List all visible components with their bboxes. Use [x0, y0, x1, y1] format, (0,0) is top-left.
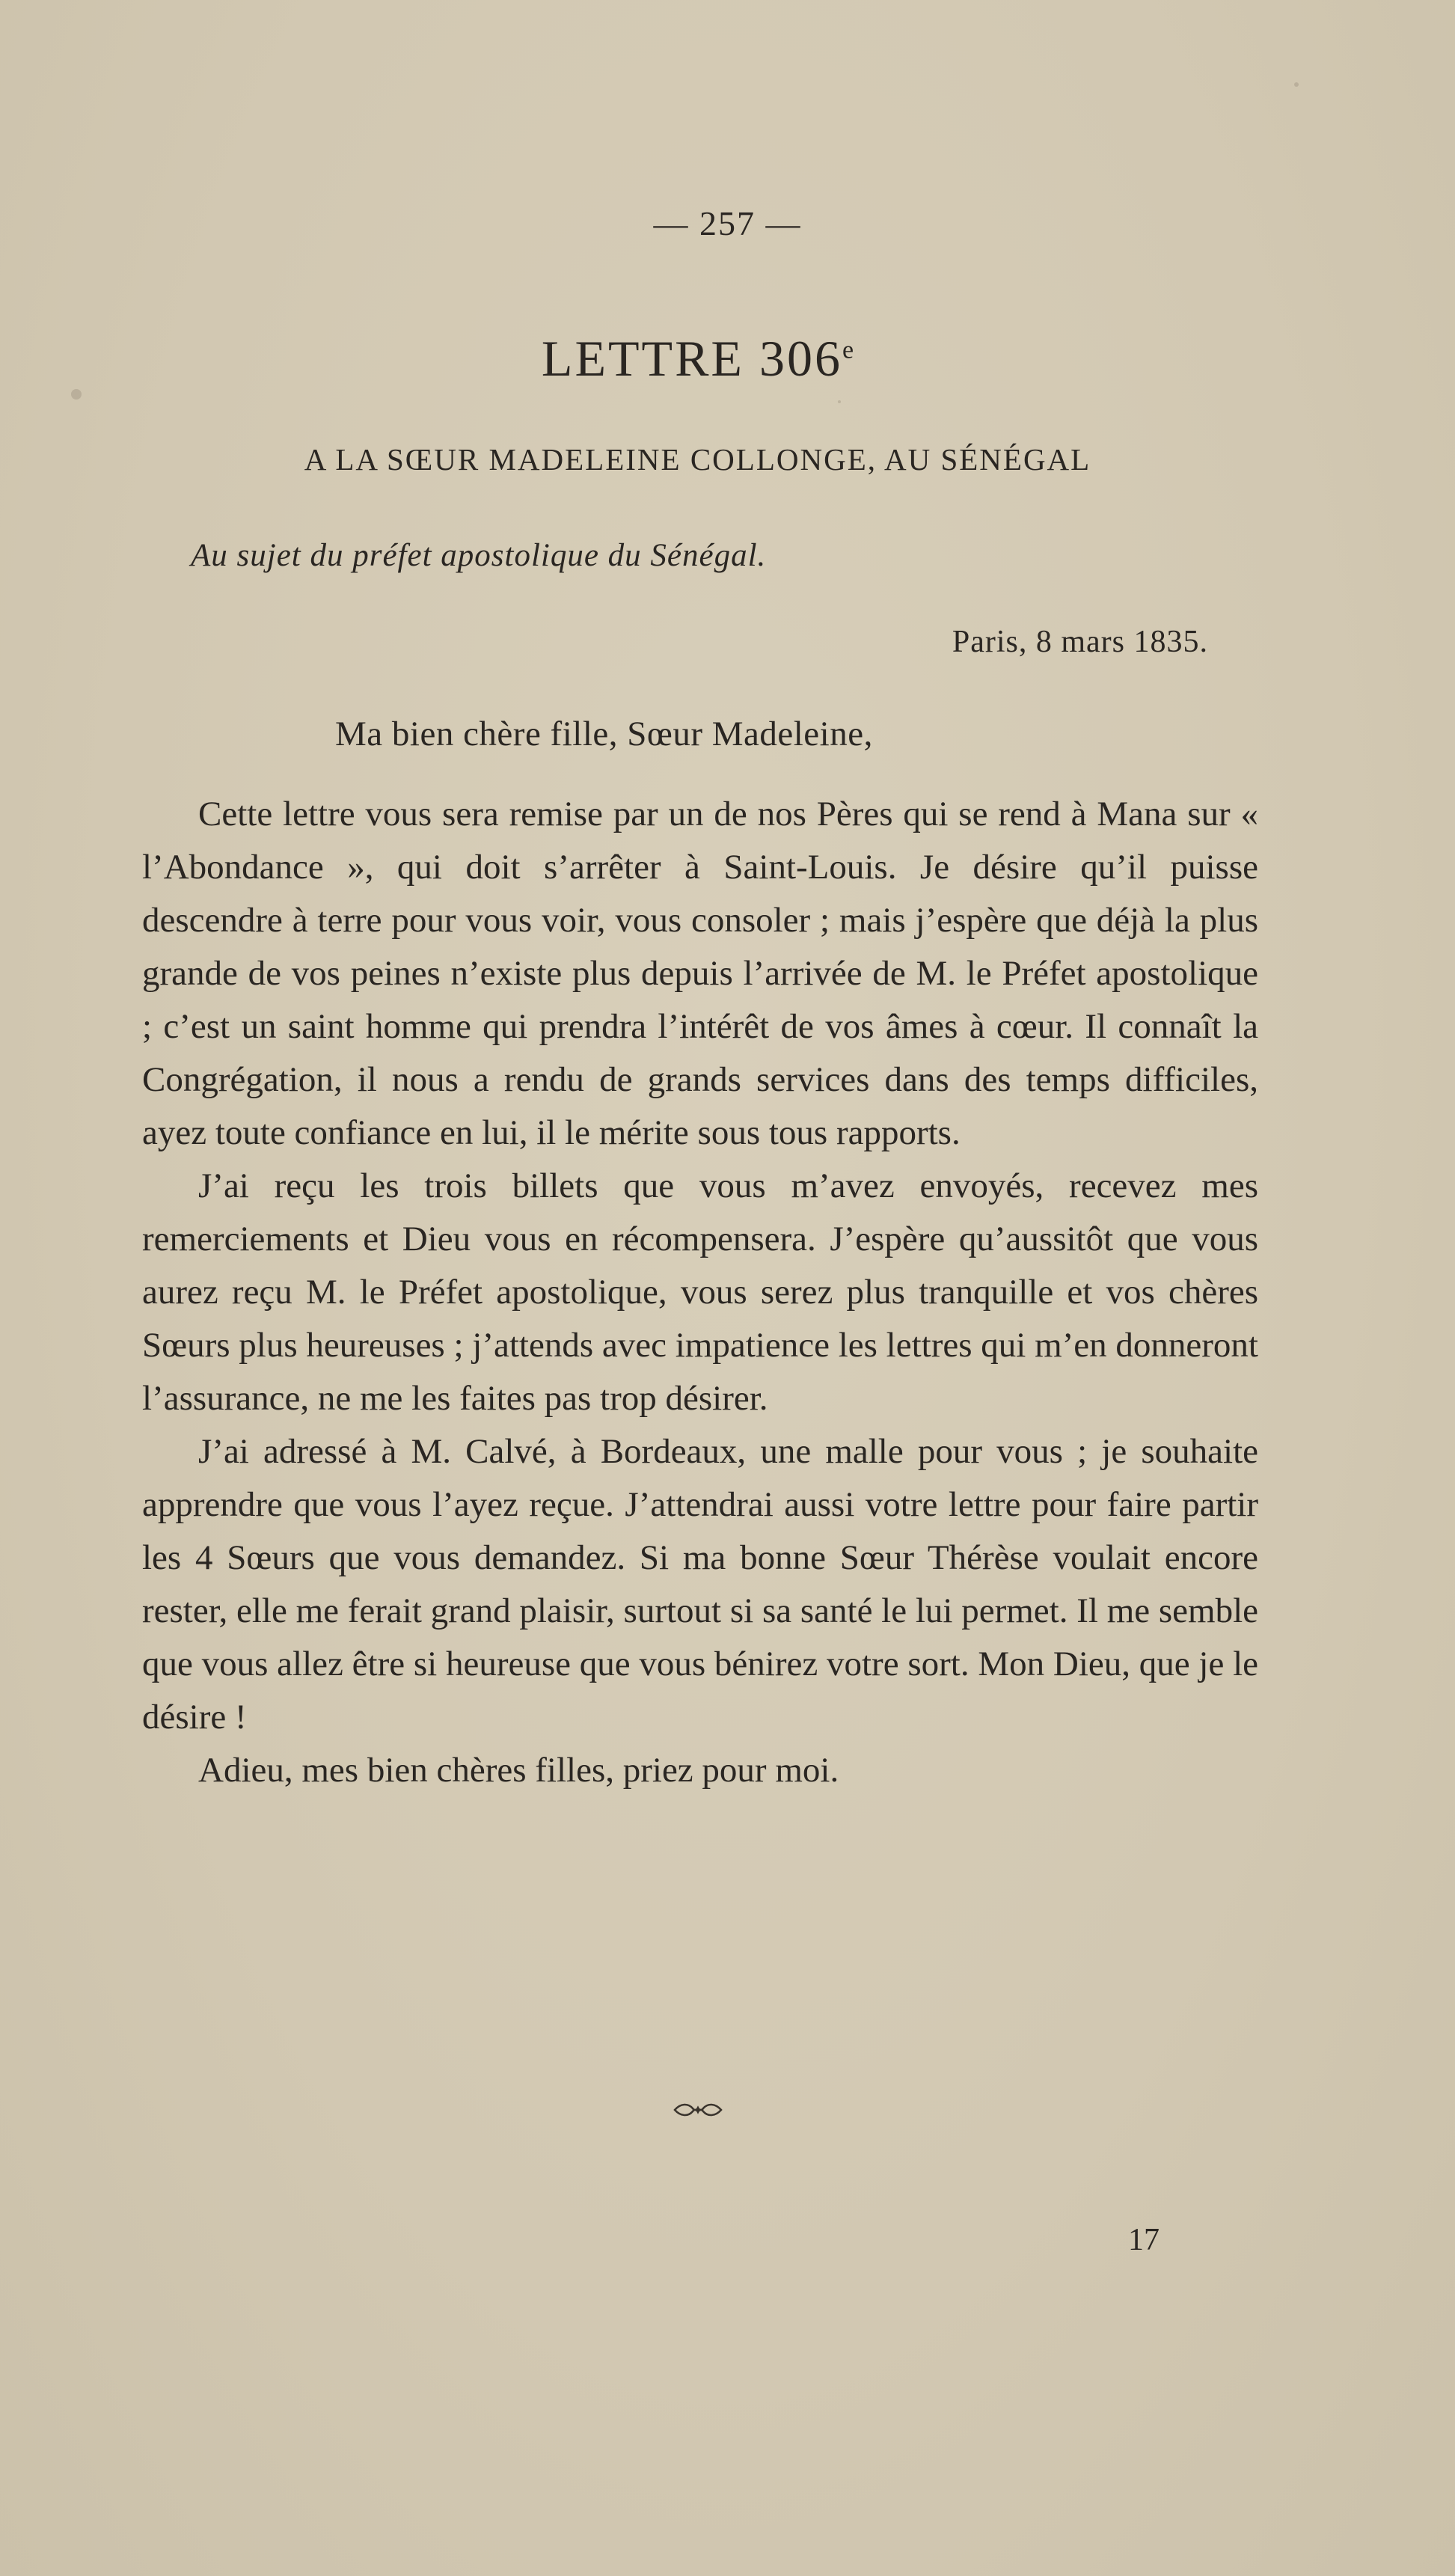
paper-speck	[1294, 82, 1299, 87]
letter-summary: Au sujet du préfet apostolique du Sénégal.	[191, 538, 767, 573]
letter-paragraph-3: J’ai adressé à M. Calvé, à Bordeaux, une malle pour vous ; je souhaite apprendre que vous l’ayez reçue. J’attendrai aussi votre lettre pour faire partir les 4 Sœurs que vous demandez. Si ma bonne Sœur Thérèse voulait encore rester, elle me ferait grand plaisir, surtout si sa santé le lui permet. Il me semble que vous allez être si heureuse que vous bénirez votre sort. Mon Dieu, que je le désire !	[142, 1432, 1258, 1737]
fleuron-ornament-icon	[0, 2091, 1395, 2129]
paper-speck	[838, 400, 841, 403]
paper-speck	[71, 389, 82, 400]
letter-body	[142, 788, 1258, 1797]
letter-recipient: A LA SŒUR MADELEINE COLLONGE, AU SÉNÉGAL	[304, 442, 1091, 477]
letter-title	[0, 329, 1395, 388]
letter-paragraph-1: Cette lettre vous sera remise par un de nos Pères qui se rend à Mana sur « l’Abondance », qui doit s’arrêter à Saint-Louis. Je désire qu’il puisse descendre à terre pour vous voir, vous consoler ; mais j’espère que déjà la plus grande de vos peines n’existe plus depuis l’arrivée de M. le Préfet apostolique ; c’est un saint homme qui prendra l’intérêt de vos âmes à cœur. Il connaît la Congrégation, il nous a rendu de grands services dans des temps difficiles, ayez toute confiance en lui, il le mérite sous tous rapports.	[142, 795, 1258, 1152]
page-number-bottom: 17	[1128, 2223, 1160, 2257]
letter-title-suffix: e	[842, 336, 854, 364]
letter-place-date: Paris, 8 mars 1835.	[952, 625, 1208, 659]
letter-title-text: LETTRE 306	[541, 330, 842, 387]
page-number-top: — 257 —	[653, 204, 802, 242]
letter-salutation: Ma bien chère fille, Sœur Madeleine,	[335, 715, 873, 753]
letter-paragraph-2: J’ai reçu les trois billets que vous m’avez envoyés, recevez mes remerciements et Dieu vous en récompensera. J’espère qu’aussitôt que vous aurez reçu M. le Préfet apostolique, vous serez plus tranquille et vos chères Sœurs plus heureuses ; j’attends avec impatience les lettres qui m’en donneront l’assurance, ne me les faites pas trop désirer.	[142, 1166, 1258, 1418]
letter-paragraph-4: Adieu, mes bien chères filles, priez pour moi.	[198, 1751, 839, 1790]
